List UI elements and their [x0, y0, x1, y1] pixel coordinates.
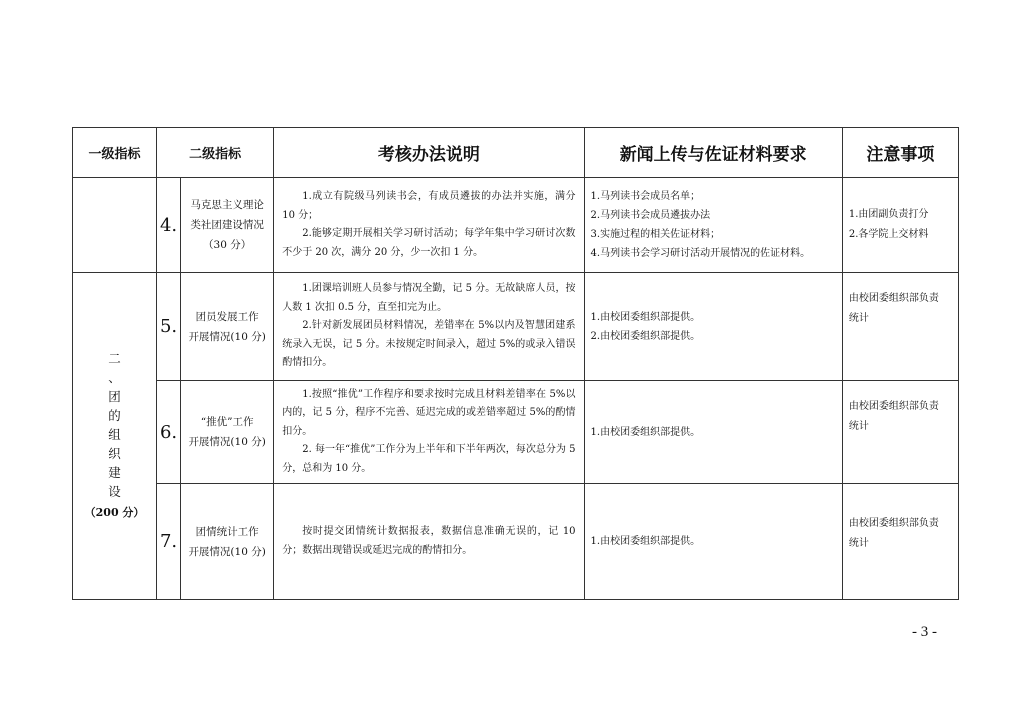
header-level2: 二级指标	[157, 128, 274, 178]
notes-cell: 1.由团副负责打分 2.各学院上交材料	[842, 178, 958, 273]
header-notes: 注意事项	[842, 128, 958, 178]
table-row	[73, 273, 959, 381]
materials-requirements: 1.由校团委组织部提供。 2.由校团委组织部提供。	[584, 273, 842, 381]
level2-name: 团员发展工作 开展情况(10 分)	[181, 273, 274, 381]
materials-requirements: 1.由校团委组织部提供。	[584, 484, 842, 600]
table-row	[73, 381, 959, 484]
row-number: 7.	[157, 484, 181, 600]
level2-name: 马克思主义理论 类社团建设情况 （30 分）	[181, 178, 274, 273]
level1-group: 二 、 团 的 组 织 建 设 （200 分）	[73, 273, 157, 600]
header-materials: 新闻上传与佐证材料要求	[584, 128, 842, 178]
level2-name: 团情统计工作 开展情况(10 分)	[181, 484, 274, 600]
header-level1: 一级指标	[73, 128, 157, 178]
level2-name: “推优”工作 开展情况(10 分)	[181, 381, 274, 484]
method-description: 按时提交团情统计数据报表，数据信息准确无误的，记 10 分；数据出现错误或延迟完成的酌情扣分。	[274, 484, 584, 600]
notes-cell: 由校团委组织部负责 统计	[842, 484, 958, 600]
table-row	[73, 178, 959, 273]
method-description: 1.按照“推优”工作程序和要求按时完成且材料差错率在 5%以内的，记 5 分，程序不完善、延迟完成的或差错率超过 5%的酌情扣分。 2. 每一年“推优”工作分为上半年和下半年两次，每次总分为 5 分，总和为 10 分。	[274, 381, 584, 484]
row-number: 6.	[157, 381, 181, 484]
method-description: 1.成立有院级马列读书会，有成员遴拔的办法并实施，满分 10 分； 2.能够定期开展相关学习研讨活动；每学年集中学习研讨次数不少于 20 次，满分 20 分，少一次扣 1 分。	[274, 178, 584, 273]
table-row	[73, 484, 959, 600]
notes-cell: 由校团委组织部负责 统计	[842, 381, 958, 484]
materials-requirements: 1.由校团委组织部提供。	[584, 381, 842, 484]
notes-cell: 由校团委组织部负责 统计	[842, 273, 958, 381]
row-number: 4.	[157, 178, 181, 273]
header-row	[73, 128, 959, 178]
level1-empty-cell	[73, 178, 157, 273]
page-number: - 3 -	[912, 624, 937, 640]
header-method: 考核办法说明	[274, 128, 584, 178]
materials-requirements: 1.马列读书会成员名单； 2.马列读书会成员遴拔办法 3.实施过程的相关佐证材料； 4.马列读书会学习研讨活动开展情况的佐证材料。	[584, 178, 842, 273]
method-description: 1.团课培训班人员参与情况全勤，记 5 分。无故缺席人员，按人数 1 次扣 0.5 分，直至扣完为止。 2.针对新发展团员材料情况，差错率在 5%以内及智慧团建系统录入无误，记 5 分。未按规定时间录入，超过 5%的或录入错误酌情扣分。	[274, 273, 584, 381]
assessment-table	[72, 127, 959, 600]
row-number: 5.	[157, 273, 181, 381]
